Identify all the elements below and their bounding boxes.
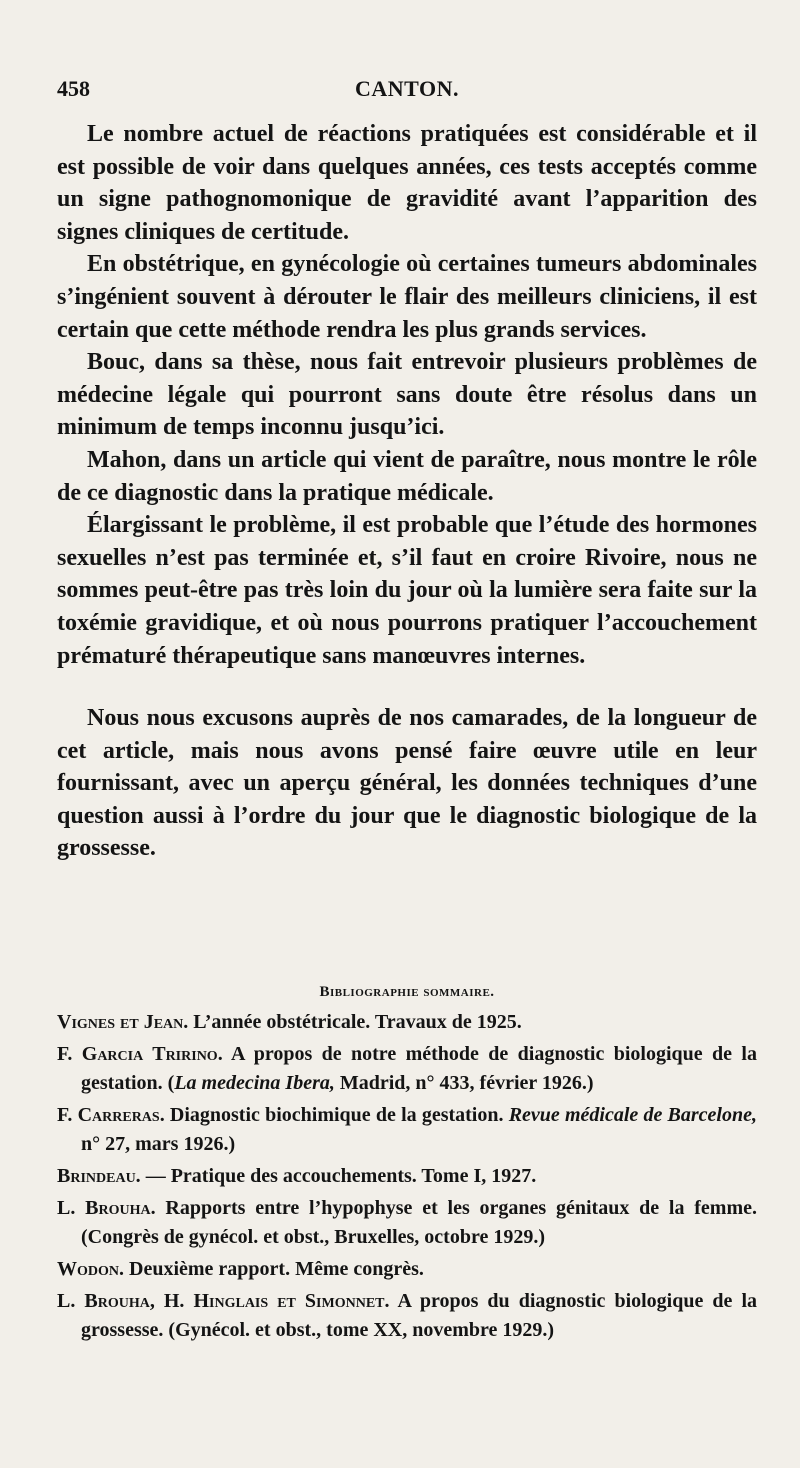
entry-text: n° 27, mars 1926.)	[81, 1133, 236, 1155]
entry-author: Brindeau.	[57, 1165, 141, 1187]
paragraph: Élargissant le problème, il est probable que l’étude des hormones sexuelles n’est pas terminée et, s’il faut en croire Rivoire, nous ne sommes peut-être pas très loin du jour où la lumière sera faite sur la toxémie gravidique, et où nous pourrons pratiquer l’accouchement prématuré thérapeutique sans manœuvres internes.	[57, 512, 757, 669]
entry-text: L’année obstétricale. Travaux de 1925.	[188, 1011, 522, 1033]
bibliography-entry	[57, 1040, 757, 1098]
entry-text: Diagnostic biochimique de la gestation.	[164, 1104, 509, 1126]
entry-author: Wodon.	[57, 1258, 124, 1280]
entry-text: A propos de notre méthode de diagnostic biologique de la gestation. (	[81, 1043, 757, 1094]
body-text	[57, 118, 757, 865]
bibliography-entry	[57, 1255, 757, 1284]
entry-author: Vignes et Jean.	[57, 1011, 189, 1033]
entry-text: A propos du diagnostic biologique de la grossesse. (Gynécol. et obst., tome XX, novembre 1929.)	[81, 1290, 758, 1341]
entry-journal: Revue médicale de Barcelone,	[508, 1104, 757, 1126]
bibliography-entry	[57, 1101, 757, 1159]
running-head: CANTON.	[355, 76, 459, 101]
entry-author: F. Carreras.	[57, 1104, 165, 1126]
entry-text: — Pratique des accouchements. Tome I, 1927.	[140, 1165, 537, 1187]
entry-text: Madrid, n° 433, février 1926.)	[334, 1072, 594, 1094]
paragraph: Nous nous excusons auprès de nos camarades, de la longueur de cet article, mais nous avons pensé faire œuvre utile en leur fournissant, avec un aperçu général, les données techniques d’une question aussi à l’ordre du jour que le diagnostic biologique de la grossesse.	[57, 705, 757, 862]
page-number: 458	[57, 76, 90, 101]
paragraph: Bouc, dans sa thèse, nous fait entrevoir plusieurs problèmes de médecine légale qui pourront sans doute être résolus dans un minimum de temps inconnu jusqu’ici.	[57, 349, 757, 441]
bibliography-entry	[57, 1008, 757, 1037]
paragraph: Le nombre actuel de réactions pratiquées est considérable et il est possible de voir dans quelques années, ces tests acceptés comme un signe pathognomonique de gravidité avant l’apparition des signes cliniques de certitude.	[57, 121, 757, 245]
paragraph: Mahon, dans un article qui vient de paraître, nous montre le rôle de ce diagnostic dans la pratique médicale.	[57, 446, 757, 506]
bibliography-entry	[57, 1287, 757, 1345]
entry-author: L. Brouha, H. Hinglais et Simonnet.	[57, 1290, 390, 1312]
bibliography-entry	[57, 1194, 757, 1252]
paragraph: En obstétrique, en gynécologie où certaines tumeurs abdominales s’ingénient souvent à dérouter le flair des meilleurs cliniciens, il est certain que cette méthode rendra les plus grands services.	[57, 251, 757, 343]
bibliography-entry	[57, 1162, 757, 1191]
entry-journal: La medecina Ibera,	[174, 1072, 335, 1094]
entry-text: Deuxième rapport. Même congrès.	[124, 1258, 424, 1280]
entry-author: L. Brouha.	[57, 1197, 156, 1219]
bibliography-title: Bibliographie sommaire.	[319, 984, 495, 1000]
entry-author: F. Garcia Tririno.	[57, 1043, 223, 1065]
entry-text: Rapports entre l’hypophyse et les organes génitaux de la femme. (Congrès de gynécol. et obst., Bruxelles, octobre 1929.)	[81, 1197, 757, 1248]
bibliography-list	[57, 1008, 757, 1348]
